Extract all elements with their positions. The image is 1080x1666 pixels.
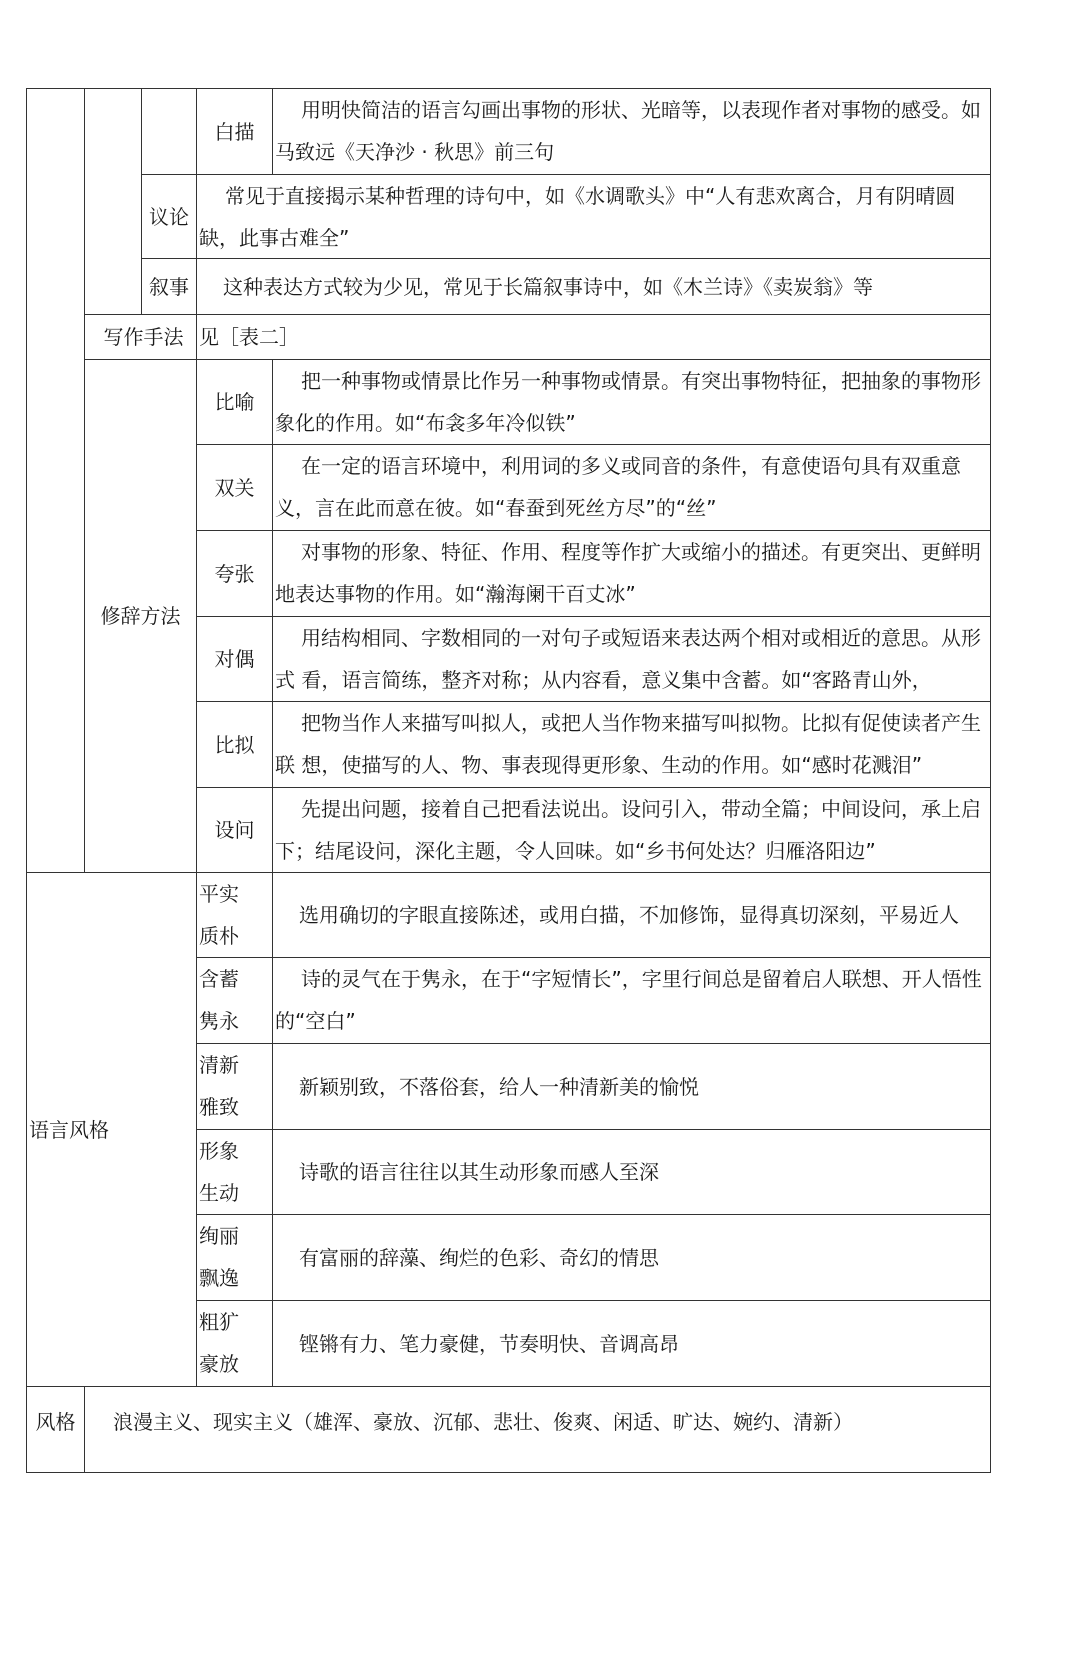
label-line: 绚丽 [199, 1224, 239, 1248]
rhetoric-item-desc: 用结构相同、字数相同的一对句子或短语来表达两个相对或相近的意思。从形式 看，语言简练，整齐对称；从内容看，意义集中含蓄。如“客路青山外， [272, 616, 991, 702]
yilun-label: 议论 [141, 174, 197, 259]
rhetoric-item-label: 比喻 [196, 359, 273, 445]
style-value: 浪漫主义、现实主义（雄浑、豪放、沉郁、悲壮、俊爽、闲适、旷达、婉约、清新） [84, 1386, 991, 1473]
label-line: 雅致 [199, 1095, 239, 1119]
label-line: 形象 [199, 1139, 239, 1163]
language-style-item-desc: 有富丽的辞藻、绚烂的色彩、奇幻的情思 [272, 1214, 991, 1301]
rhetoric-item-label: 对偶 [196, 616, 273, 702]
label-line: 质朴 [199, 924, 239, 948]
language-style-item-label [196, 1214, 273, 1301]
rhetoric-item-label: 双关 [196, 444, 273, 531]
writing-label: 写作手法 [84, 314, 197, 360]
xushi-label: 叙事 [141, 258, 197, 315]
rhetoric-item-desc: 对事物的形象、特征、作用、程度等作扩大或缩小的描述。有更突出、更鲜明地表达事物的作用。如“瀚海阑干百丈冰” [272, 530, 991, 617]
label-line: 豪放 [199, 1352, 239, 1376]
yilun-desc: 常见于直接揭示某种哲理的诗句中，如《水调歌头》中“人有悲欢离合，月有阴晴圆缺，此事古难全” [196, 174, 991, 259]
expression-blank-col [141, 88, 197, 175]
language-style-item-desc: 选用确切的字眼直接陈述，或用白描，不加修饰，显得真切深刻，平易近人 [272, 872, 991, 958]
language-style-item-label [196, 872, 273, 958]
rhetoric-label: 修辞方法 [84, 359, 197, 873]
outer-col-2 [84, 88, 142, 315]
rhetoric-item-desc: 把一种事物或情景比作另一种事物或情景。有突出事物特征，把抽象的事物形象化的作用。如“布衾多年冷似铁” [272, 359, 991, 445]
language-style-item-desc: 诗的灵气在于隽永，在于“字短情长”，字里行间总是留着启人联想、开人悟性的“空白” [272, 957, 991, 1044]
rhetoric-item-desc: 先提出问题，接着自己把看法说出。设问引入，带动全篇；中间设问，承上启下；结尾设问，深化主题，令人回味。如“乡书何处达？归雁洛阳边” [272, 787, 991, 873]
label-line: 含蓄 [199, 967, 239, 991]
xushi-desc: 这种表达方式较为少见，常见于长篇叙事诗中，如《木兰诗》《卖炭翁》等 [196, 258, 991, 315]
language-style-item-label [196, 1129, 273, 1215]
language-style-item-desc: 铿锵有力、笔力豪健，节奏明快、音调高昂 [272, 1300, 991, 1387]
style-label: 风格 [26, 1386, 85, 1473]
rhetoric-item-label: 设问 [196, 787, 273, 873]
label-line: 平实 [199, 882, 239, 906]
rhetoric-item-label: 比拟 [196, 701, 273, 788]
language-style-item-label [196, 1043, 273, 1130]
outer-col-1 [26, 88, 85, 873]
label-line: 清新 [199, 1053, 239, 1077]
label-line: 生动 [199, 1181, 239, 1205]
rhetoric-item-desc: 在一定的语言环境中，利用词的多义或同音的条件，有意使语句具有双重意义，言在此而意在彼。如“春蚕到死丝方尽”的“丝” [272, 444, 991, 531]
baimiao-label: 白描 [196, 88, 273, 175]
writing-value: 见［表二］ [196, 314, 991, 360]
baimiao-desc: 用明快简洁的语言勾画出事物的形状、光暗等，以表现作者对事物的感受。如马致远《天净沙 · 秋思》前三句 [272, 88, 991, 175]
language-style-item-desc: 新颖别致，不落俗套，给人一种清新美的愉悦 [272, 1043, 991, 1130]
label-line: 粗犷 [199, 1310, 239, 1334]
label-line: 飘逸 [199, 1266, 239, 1290]
language-style-item-label [196, 1300, 273, 1387]
language-style-item-desc: 诗歌的语言往往以其生动形象而感人至深 [272, 1129, 991, 1215]
language-style-label: 语言风格 [26, 872, 197, 1387]
language-style-item-label [196, 957, 273, 1044]
rhetoric-item-desc: 把物当作人来描写叫拟人，或把人当作物来描写叫拟物。比拟有促使读者产生联 想，使描写的人、物、事表现得更形象、生动的作用。如“感时花溅泪” [272, 701, 991, 788]
rhetoric-item-label: 夸张 [196, 530, 273, 617]
label-line: 隽永 [199, 1009, 239, 1033]
